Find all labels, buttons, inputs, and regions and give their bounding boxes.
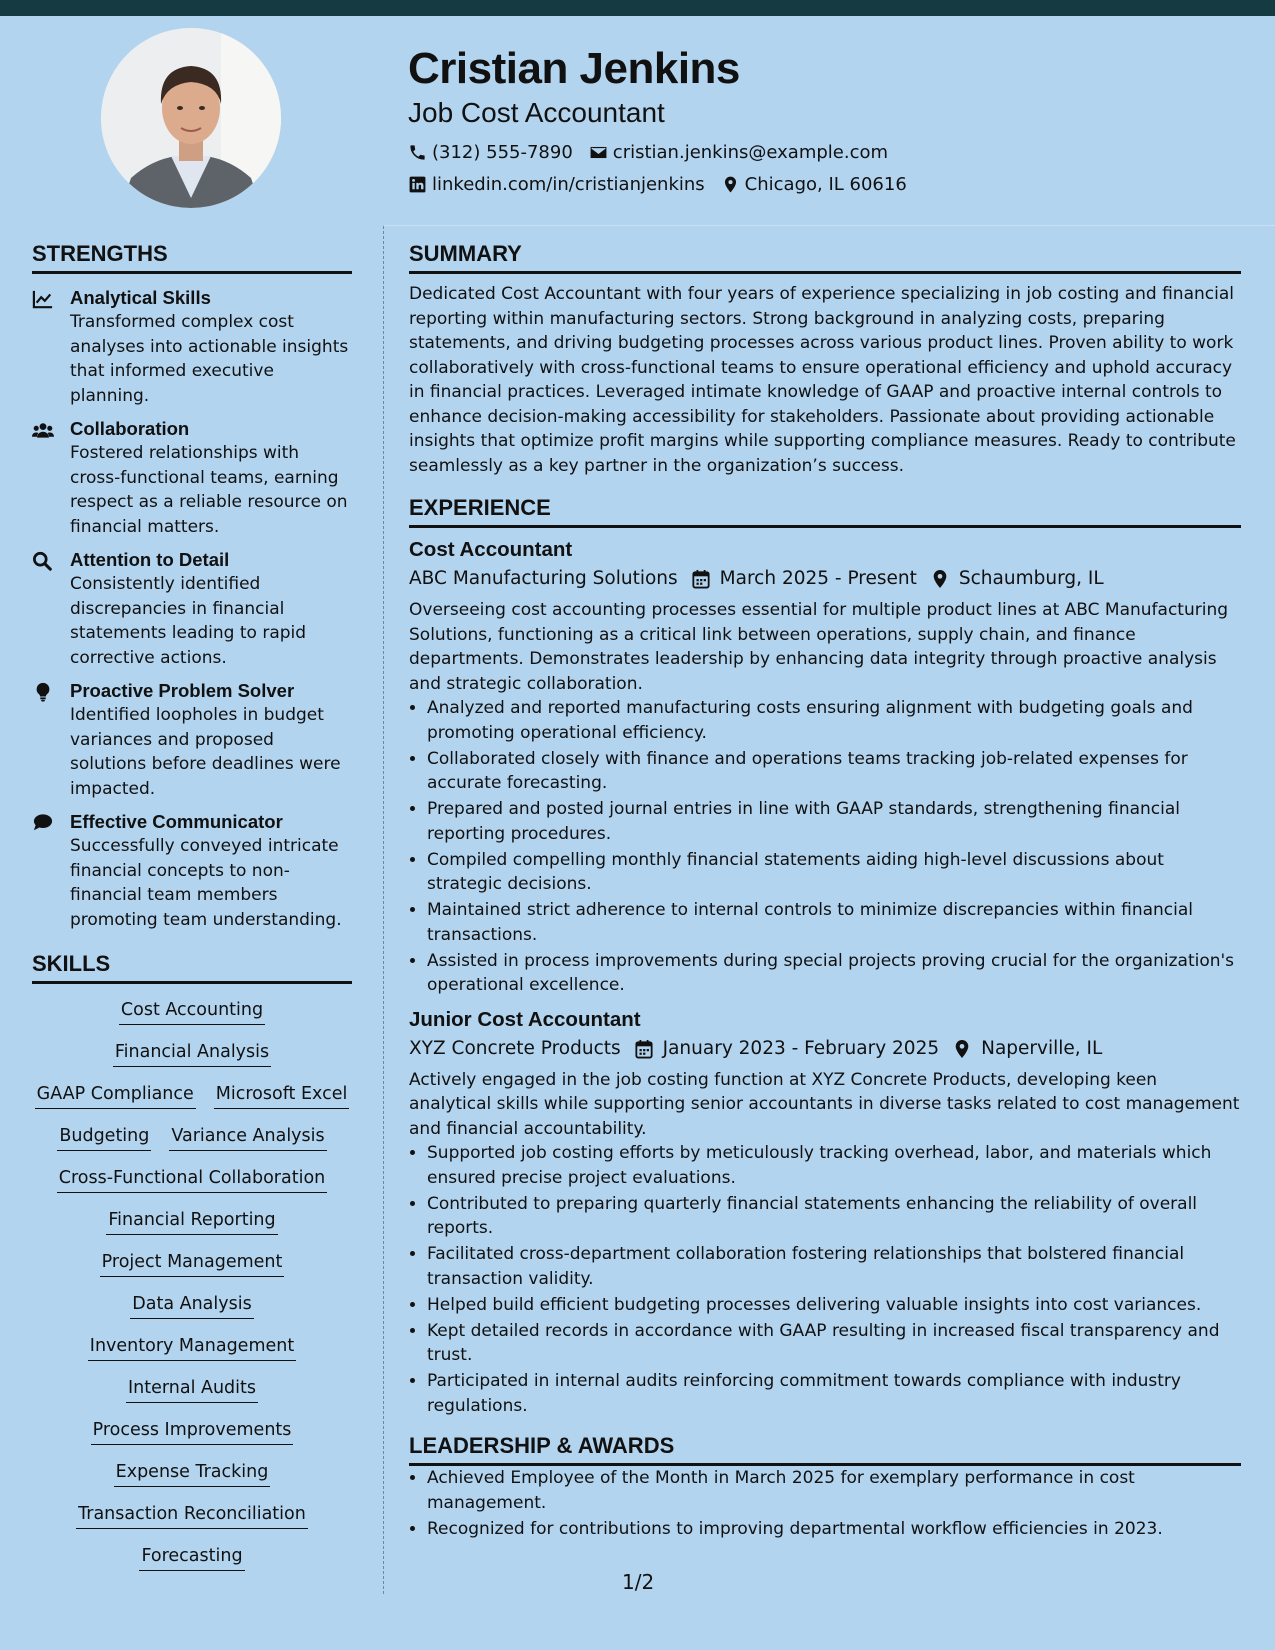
list-item: • Participated in internal audits reinforcing commitment towards compliance with industry regulations. bbox=[427, 1369, 1241, 1418]
company-name: ABC Manufacturing Solutions bbox=[409, 568, 678, 589]
map-pin-icon bbox=[953, 1039, 971, 1059]
summary-heading: SUMMARY bbox=[409, 240, 1241, 274]
strength-title: Collaboration bbox=[70, 418, 190, 439]
skill-tag: Project Management bbox=[100, 1250, 285, 1277]
phone-icon bbox=[408, 143, 427, 162]
comment-icon bbox=[32, 813, 54, 833]
list-item: • Compiled compelling monthly financial statements aiding high-level discussions about strategic decisions. bbox=[427, 848, 1241, 897]
job-date-range: January 2023 - February 2025 bbox=[662, 1037, 940, 1059]
job-company bbox=[409, 564, 678, 594]
strength-title: Effective Communicator bbox=[70, 811, 283, 832]
lightbulb-icon bbox=[32, 682, 54, 702]
portrait-image bbox=[101, 28, 281, 208]
linkedin-icon bbox=[408, 175, 427, 194]
job-location-text: Naperville, IL bbox=[981, 1037, 1103, 1059]
skill-tag: Inventory Management bbox=[88, 1334, 296, 1361]
strength-description: Transformed complex cost analyses into actionable insights that informed executive planning. bbox=[70, 312, 349, 406]
contact-email[interactable] bbox=[589, 142, 888, 163]
strength-item bbox=[32, 286, 352, 408]
skill-tag: Cross-Functional Collaboration bbox=[57, 1166, 328, 1193]
search-icon bbox=[32, 551, 54, 571]
skill-tag: Data Analysis bbox=[130, 1292, 253, 1319]
skill-tag: Budgeting bbox=[57, 1124, 151, 1151]
strengths-list bbox=[32, 286, 352, 932]
header-separator bbox=[384, 225, 1275, 226]
contact-row-1 bbox=[408, 136, 1238, 168]
list-item: • Contributed to preparing quarterly financial statements enhancing the reliability of overall reports. bbox=[427, 1192, 1241, 1241]
job-description: Actively engaged in the job costing function at XYZ Concrete Products, developing keen analytical skills while supporting senior accountants in diverse tasks related to cost management and financial accountability. bbox=[409, 1069, 1240, 1139]
list-item: • Kept detailed records in accordance with GAAP resulting in increased fiscal transparency and trust. bbox=[427, 1319, 1241, 1368]
envelope-icon bbox=[589, 143, 608, 162]
strength-title: Attention to Detail bbox=[70, 549, 230, 570]
list-item: • Maintained strict adherence to internal controls to minimize discrepancies within financial transactions. bbox=[427, 898, 1241, 947]
strength-description: Fostered relationships with cross-functional teams, earning respect as a reliable resource on financial matters. bbox=[70, 443, 348, 537]
job-bullets bbox=[409, 696, 1241, 998]
skill-tag: Forecasting bbox=[139, 1544, 244, 1571]
list-item: • Collaborated closely with finance and operations teams tracking job-related expenses for accurate forecasting. bbox=[427, 747, 1241, 796]
experience-heading: EXPERIENCE bbox=[409, 494, 1241, 528]
company-name: XYZ Concrete Products bbox=[409, 1037, 621, 1059]
list-item: • Assisted in process improvements during special projects proving crucial for the organization's operational excellence. bbox=[427, 949, 1241, 998]
skill-tag: Internal Audits bbox=[126, 1376, 258, 1403]
skills-list bbox=[32, 998, 352, 1571]
list-item: • Supported job costing efforts by meticulously tracking overhead, labor, and materials which ensured precise project evaluations. bbox=[427, 1141, 1241, 1190]
calendar-icon bbox=[635, 1039, 653, 1059]
leadership-heading: LEADERSHIP & AWARDS bbox=[409, 1432, 1241, 1466]
summary-text: Dedicated Cost Accountant with four years of experience specializing in job costing and financial reporting within manufacturing sectors. Strong background in analyzing costs, preparing statements, and driving budgeting processes across various product lines. Proven ability to work collaboratively with cross-functional teams to ensure operational efficiency and uphold accuracy in financial practices. Leveraged intimate knowledge of GAAP and proactive internal controls to enhance decision-making accessibility for stakeholders. Passionate about providing actionable insights that optimize profit margins while supporting compliance measures. Ready to contribute seamlessly as a key partner in the organization’s success. bbox=[409, 284, 1236, 476]
job-location-text: Schaumburg, IL bbox=[958, 568, 1104, 589]
strength-description: Consistently identified discrepancies in financial statements leading to rapid corrective actions. bbox=[70, 574, 307, 668]
users-icon bbox=[32, 420, 54, 440]
map-pin-icon bbox=[721, 175, 740, 194]
column-divider bbox=[383, 226, 384, 1594]
job-dates bbox=[635, 1034, 939, 1064]
list-item: • Analyzed and reported manufacturing costs ensuring alignment with budgeting goals and promoting operational efficiency. bbox=[427, 696, 1241, 745]
skills-heading: SKILLS bbox=[32, 950, 352, 984]
contact-location bbox=[721, 174, 907, 195]
skill-tag: Microsoft Excel bbox=[214, 1082, 350, 1109]
left-column bbox=[32, 240, 352, 1571]
job-title: Cost Accountant bbox=[409, 538, 573, 561]
skill-tag: GAAP Compliance bbox=[35, 1082, 196, 1109]
skill-tag: Expense Tracking bbox=[114, 1460, 271, 1487]
strength-description: Identified loopholes in budget variances and proposed solutions before deadlines were impacted. bbox=[70, 705, 341, 799]
strengths-heading: STRENGTHS bbox=[32, 240, 352, 274]
list-item: • Achieved Employee of the Month in March 2025 for exemplary performance in cost management. bbox=[427, 1466, 1241, 1515]
candidate-title: Job Cost Accountant bbox=[408, 97, 665, 128]
skill-tag: Cost Accounting bbox=[119, 998, 265, 1025]
job-location bbox=[931, 564, 1104, 594]
list-item: • Recognized for contributions to improving departmental workflow efficiencies in 2023. bbox=[427, 1517, 1241, 1542]
job-entry bbox=[409, 1006, 1241, 1419]
job-location bbox=[953, 1034, 1102, 1064]
job-bullets bbox=[409, 1141, 1241, 1418]
resume-header bbox=[408, 42, 1238, 200]
contact-row-2 bbox=[408, 168, 1238, 200]
email-text: cristian.jenkins@example.com bbox=[612, 141, 889, 163]
skill-tag: Variance Analysis bbox=[169, 1124, 326, 1151]
job-entry bbox=[409, 536, 1241, 998]
skill-tag: Financial Reporting bbox=[106, 1208, 277, 1235]
profile-photo bbox=[101, 28, 281, 208]
job-title: Junior Cost Accountant bbox=[409, 1007, 641, 1031]
skill-tag: Process Improvements bbox=[91, 1418, 294, 1445]
location-text: Chicago, IL 60616 bbox=[744, 173, 907, 195]
job-dates bbox=[692, 564, 917, 594]
contact-linkedin[interactable] bbox=[408, 174, 705, 195]
strength-description: Successfully conveyed intricate financial concepts to non-financial team members promoting team understanding. bbox=[70, 836, 342, 930]
list-item: • Prepared and posted journal entries in line with GAAP standards, strengthening financial reporting procedures. bbox=[427, 797, 1241, 846]
strength-title: Analytical Skills bbox=[70, 287, 211, 308]
page-number: 1/2 bbox=[622, 1570, 655, 1594]
strength-item bbox=[32, 679, 352, 801]
right-column bbox=[409, 240, 1241, 1543]
chart-line-icon bbox=[32, 289, 54, 309]
map-pin-icon bbox=[931, 569, 949, 589]
phone-text: (312) 555-7890 bbox=[432, 141, 573, 163]
leadership-list bbox=[409, 1466, 1241, 1541]
strength-item bbox=[32, 810, 352, 932]
contact-phone bbox=[408, 142, 573, 163]
linkedin-text: linkedin.com/in/cristianjenkins bbox=[432, 173, 705, 195]
list-item: • Helped build efficient budgeting processes delivering valuable insights into cost variances. bbox=[427, 1293, 1241, 1318]
job-meta bbox=[409, 564, 1241, 594]
skill-tag: Financial Analysis bbox=[113, 1040, 271, 1067]
strength-title: Proactive Problem Solver bbox=[70, 680, 295, 701]
list-item: • Facilitated cross-department collaboration fostering relationships that bolstered financial transaction validity. bbox=[427, 1242, 1241, 1291]
job-date-range: March 2025 - Present bbox=[719, 568, 917, 589]
top-bar bbox=[0, 0, 1275, 16]
job-company bbox=[409, 1034, 621, 1064]
job-meta bbox=[409, 1034, 1241, 1064]
job-description: Overseeing cost accounting processes essential for multiple product lines at ABC Manufacturing Solutions, functioning as a critical link between operations, supply chain, and finance departments. Demonstrates leadership by enhancing data integrity through proactive analysis and strategic collaboration. bbox=[409, 600, 1229, 694]
strength-item bbox=[32, 417, 352, 539]
strength-item bbox=[32, 548, 352, 670]
skill-tag: Transaction Reconciliation bbox=[76, 1502, 308, 1529]
calendar-icon bbox=[692, 569, 710, 589]
candidate-name: Cristian Jenkins bbox=[408, 44, 740, 93]
